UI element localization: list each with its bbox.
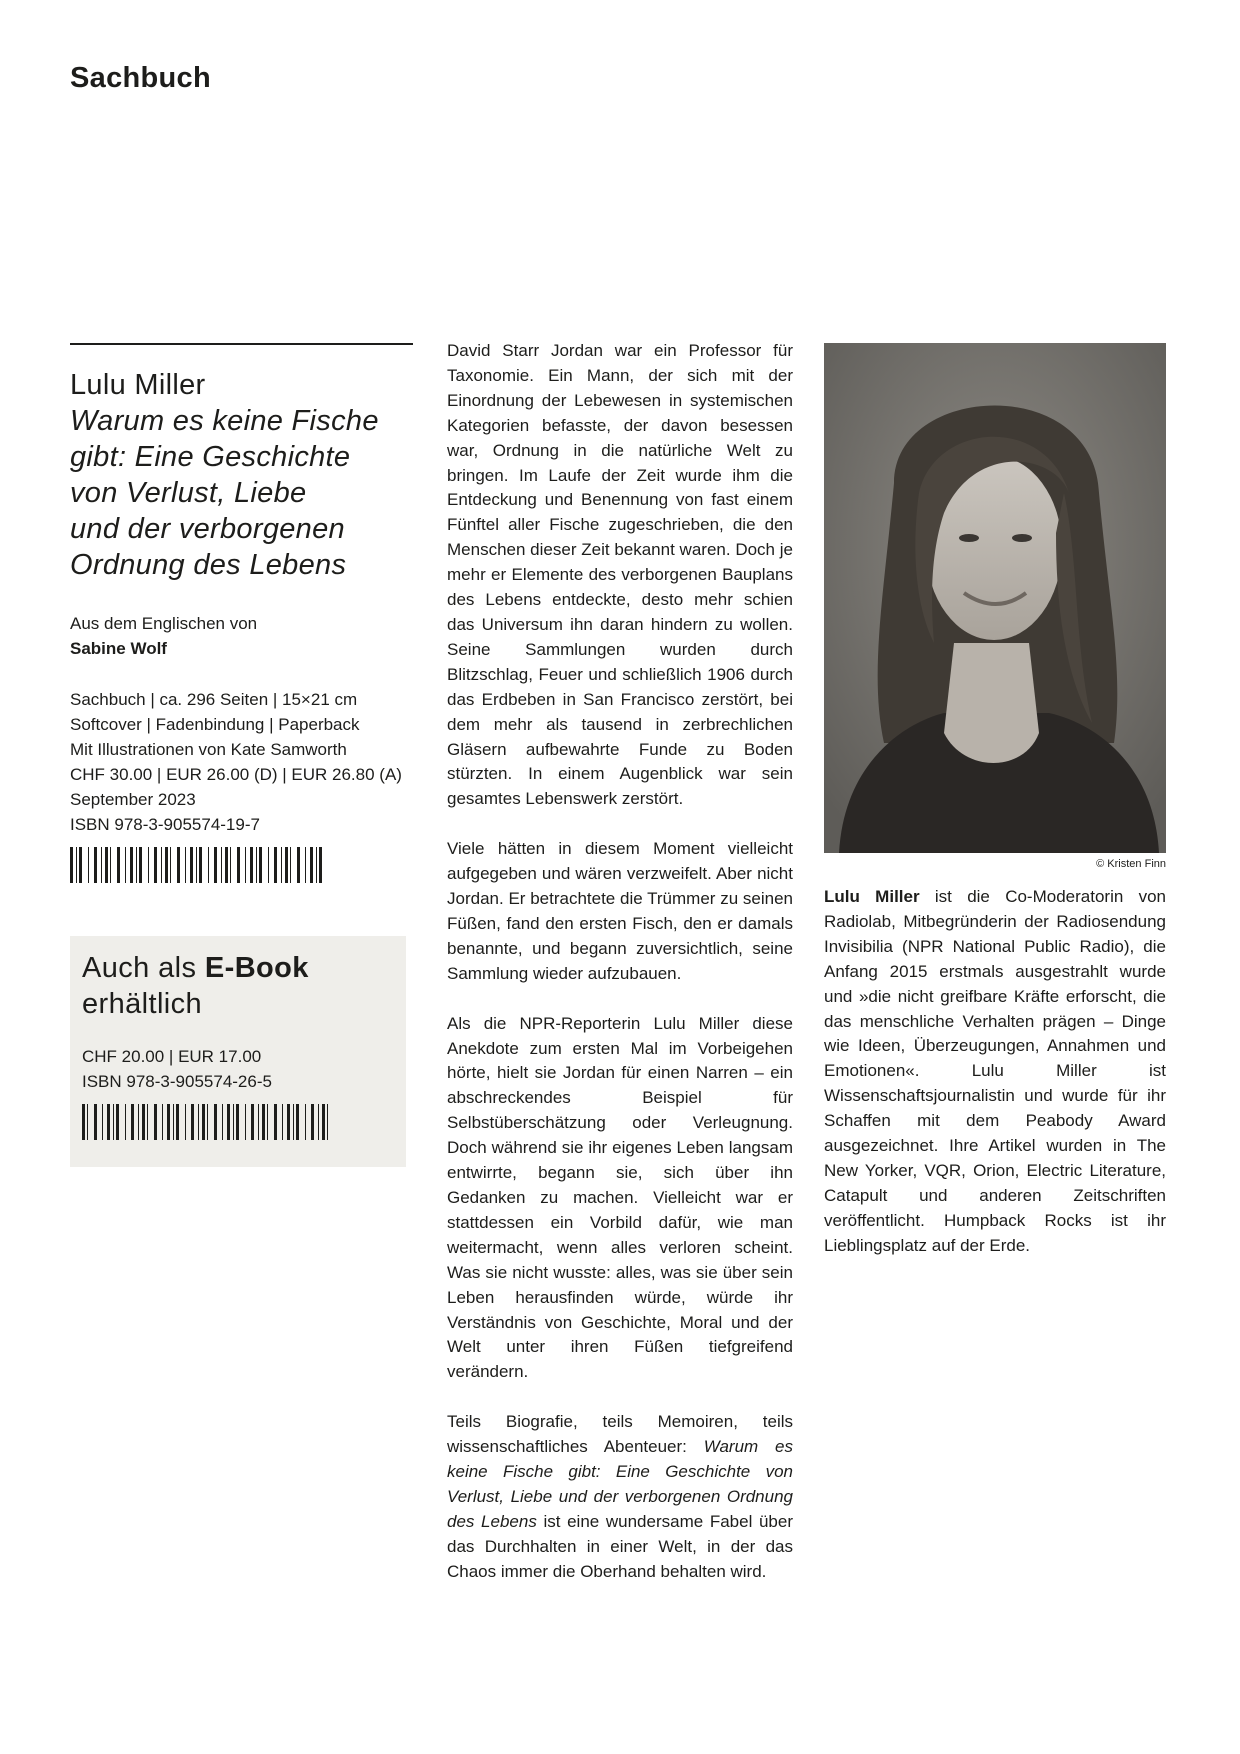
translator-block: [70, 611, 413, 661]
barcode-bar: [136, 847, 137, 883]
book-details: [70, 687, 413, 837]
barcode-bar: [154, 847, 157, 883]
barcode-bar: [258, 1104, 259, 1140]
barcode-bar: [222, 1104, 223, 1140]
category-heading: Sachbuch: [70, 62, 211, 94]
barcode-bar: [233, 1104, 234, 1140]
bio-text: ist die Co-Moderatorin von Radiolab, Mitbegründerin der Radiosendung Invisibilia (NPR National Public Radio), die Anfang 2015 erstmals ausgestrahlt wurde und »die nicht greifbare Kräfte erforscht, die das menschliche Verhalten prägen – Dinge wie Ideen, Überzeugungen, Annahmen und Emotionen«. Lulu Miller ist Wissenschaftsjournalistin und wurde für ihr Schaffen mit dem Peabody Award ausgezeichnet. Ihre Artikel wurden in The New Yorker, VQR, Orion, Electric Literature, Catapult und anderen Zeitschriften veröffentlicht. Humpback Rocks ist ihr Lieblingsplatz auf der Erde.: [824, 887, 1167, 1255]
barcode-bar: [296, 1104, 299, 1140]
barcode-bar: [170, 847, 171, 883]
barcode-bar: [116, 1104, 119, 1140]
book-title-line: Warum es keine Fische: [70, 405, 379, 437]
barcode-bar: [256, 847, 257, 883]
ebook-price: CHF 20.00 | EUR 17.00: [82, 1047, 262, 1066]
barcode-bar: [208, 847, 209, 883]
barcode-bar: [125, 1104, 126, 1140]
barcode-bar: [199, 847, 202, 883]
barcode-bar: [94, 847, 97, 883]
barcode-bar: [162, 1104, 163, 1140]
barcode-bar: [251, 1104, 254, 1140]
barcode-bar: [131, 1104, 134, 1140]
barcode-bar: [305, 847, 306, 883]
barcode-bar: [198, 1104, 199, 1140]
book-title: [70, 403, 413, 583]
ebook-heading: [82, 950, 394, 1022]
barcode-bar: [110, 847, 111, 883]
barcode-bar: [311, 1104, 314, 1140]
book-title-line: Ordnung des Lebens: [70, 549, 347, 581]
barcode-bar: [274, 847, 277, 883]
book-author: Lulu Miller: [70, 369, 206, 401]
barcode-bar: [316, 847, 317, 883]
barcode-bar: [196, 847, 197, 883]
description-paragraph: Viele hätten in diesem Moment vielleicht aufgegeben und wären verzweifelt. Aber nicht Jordan. Er betrachtete die Trümmer zu seinen Füßen, fand den ersten Fisch, den er damals benannte, und begann zuversichtlich, seine Sammlung wieder aufzubauen.: [447, 839, 793, 983]
barcode-bar: [207, 1104, 208, 1140]
ebook-heading-highlight: E-Book: [204, 952, 309, 984]
ebook-heading-suffix: erhältlich: [82, 988, 203, 1020]
barcode-bar: [236, 1104, 239, 1140]
photo-credit: © Kristen Finn: [1096, 858, 1166, 870]
author-portrait-image: [824, 343, 1166, 853]
barcode-bar: [79, 847, 82, 883]
barcode-bar: [318, 1104, 319, 1140]
barcode-bar: [147, 1104, 148, 1140]
barcode-bar: [185, 847, 186, 883]
barcode-bar: [287, 1104, 290, 1140]
barcode-bar: [167, 1104, 170, 1140]
barcode-bar: [319, 847, 322, 883]
barcode-bar: [245, 1104, 246, 1140]
bio-name: Lulu Miller: [824, 887, 920, 906]
barcode-bar: [125, 847, 126, 883]
barcode-bar: [173, 1104, 174, 1140]
barcode-bar: [281, 847, 282, 883]
barcode-bar: [250, 847, 253, 883]
description-paragraph: [447, 1410, 793, 1584]
barcode-bar: [310, 847, 313, 883]
description-column: [447, 339, 793, 1610]
isbn-line: ISBN 978-3-905574-19-7: [70, 815, 260, 834]
barcode-bar: [322, 1104, 325, 1140]
barcode-bar: [138, 1104, 139, 1140]
barcode-bar: [76, 847, 77, 883]
barcode-bar: [130, 847, 133, 883]
barcode-bar: [259, 847, 262, 883]
barcode-bar: [107, 1104, 110, 1140]
translator-name: Sabine Wolf: [70, 639, 167, 658]
barcode-bar: [101, 847, 102, 883]
print-barcode: [70, 847, 330, 883]
barcode-bar: [225, 847, 228, 883]
barcode-bar: [161, 847, 162, 883]
barcode-bar: [327, 1104, 328, 1140]
barcode-bar: [105, 847, 108, 883]
barcode-bar: [82, 1104, 85, 1140]
detail-line: CHF 30.00 | EUR 26.00 (D) | EUR 26.80 (A): [70, 765, 402, 784]
barcode-bar: [190, 847, 193, 883]
barcode-bar: [268, 847, 269, 883]
author-bio: [824, 885, 1166, 1259]
barcode-bar: [267, 1104, 268, 1140]
barcode-bar: [262, 1104, 265, 1140]
description-paragraph: David Starr Jordan war ein Professor für Taxonomie. Ein Mann, der sich mit der Einordnung der Lebewesen in systemischen Kategorien befasste, der davon besessen war, Ordnung in die natürliche Welt zu bringen. Im Laufe der Zeit wurde ihm die Entdeckung und Benennung von fast einem Fünftel aller Fische zugeschrieben, die den Menschen dieser Zeit bekannt waren. Doch je mehr er Elemente des verborgenen Bauplans des Lebens entdeckte, desto mehr schien das Universum ihn daran hindern zu wollen. Seine Sammlungen wurden durch Blitzschlag, Feuer und schließlich 1906 durch das Erdbeben in San Francisco zerstört, bei dem mehr als tausend in zerbrechlichen Gläsern aufbewahrte Funde zu Boden stürzten. In einem Augenblick war sein gesamtes Lebenswerk zerstört.: [447, 341, 793, 809]
ebook-heading-prefix: Auch als: [82, 952, 205, 984]
barcode-bar: [88, 847, 89, 883]
translator-label: Aus dem Englischen von: [70, 614, 258, 633]
barcode-bar: [185, 1104, 186, 1140]
ebook-isbn: ISBN 978-3-905574-26-5: [82, 1072, 272, 1091]
barcode-bar: [154, 1104, 157, 1140]
barcode-bar: [245, 847, 246, 883]
barcode-bar: [148, 847, 149, 883]
barcode-bar: [274, 1104, 277, 1140]
book-title-line: gibt: Eine Geschichte: [70, 441, 351, 473]
barcode-bar: [221, 847, 222, 883]
ebook-details: [82, 1044, 394, 1094]
author-photo: [824, 343, 1166, 853]
description-lead: Teils Biografie, teils Memoiren, teils wissenschaftliches Abenteuer:: [447, 1412, 793, 1457]
barcode-bar: [177, 847, 180, 883]
ebook-barcode: [82, 1104, 332, 1140]
detail-line: Sachbuch | ca. 296 Seiten | 15×21 cm: [70, 690, 358, 709]
book-title-line: von Verlust, Liebe: [70, 477, 307, 509]
book-title-line: und der verborgenen: [70, 513, 345, 545]
description-tail: ist eine wundersame Fabel über das Durchhalten in einer Welt, in der das Chaos immer die Oberhand behalten wird.: [447, 1511, 794, 1581]
barcode-bar: [214, 847, 217, 883]
barcode-bar: [113, 1104, 114, 1140]
barcode-bar: [237, 847, 240, 883]
barcode-bar: [139, 847, 142, 883]
barcode-bar: [117, 847, 120, 883]
book-info-column: [70, 343, 413, 1167]
barcode-bar: [290, 847, 291, 883]
barcode-bar: [102, 1104, 103, 1140]
divider-rule: [70, 343, 413, 345]
barcode-bar: [70, 847, 73, 883]
detail-line: September 2023: [70, 790, 196, 809]
barcode-bar: [285, 847, 288, 883]
barcode-bar: [227, 1104, 230, 1140]
barcode-bar: [165, 847, 168, 883]
description-title-ref: Warum es keine Fische gibt: Eine Geschichte von Verlust, Liebe und der verborgenen Ordnung des Lebens: [447, 1437, 793, 1531]
barcode-bar: [297, 847, 300, 883]
ebook-box: [70, 936, 406, 1167]
barcode-bar: [176, 1104, 179, 1140]
description-paragraph: Als die NPR-Reporterin Lulu Miller diese Anekdote zum ersten Mal im Vorbeigehen hörte, hielt sie Jordan für einen Narren – ein abschreckendes Beispiel für Selbstüberschätzung oder Verleugnung. Doch während sie ihr eigenes Leben langsam entwirrte, begann sie, sich über ihn Gedanken zu machen. Vielleicht war er stattdessen ein Vorbild dafür, wie man weitermacht, wenn alles verloren scheint. Was sie nicht wusste: alles, was sie über sein Leben herausfinden würde, würde ihr Verständnis von Geschichte, Moral und der Welt unter ihren Füßen tiefgreifend verändern.: [447, 1013, 793, 1382]
barcode-bar: [94, 1104, 97, 1140]
detail-line: Softcover | Fadenbindung | Paperback: [70, 715, 360, 734]
detail-line: Mit Illustrationen von Kate Samworth: [70, 740, 347, 759]
barcode-bar: [230, 847, 231, 883]
barcode-bar: [214, 1104, 217, 1140]
barcode-bar: [191, 1104, 194, 1140]
barcode-bar: [293, 1104, 294, 1140]
barcode-bar: [202, 1104, 205, 1140]
barcode-bar: [305, 1104, 306, 1140]
barcode-bar: [87, 1104, 88, 1140]
barcode-bar: [282, 1104, 283, 1140]
barcode-bar: [142, 1104, 145, 1140]
